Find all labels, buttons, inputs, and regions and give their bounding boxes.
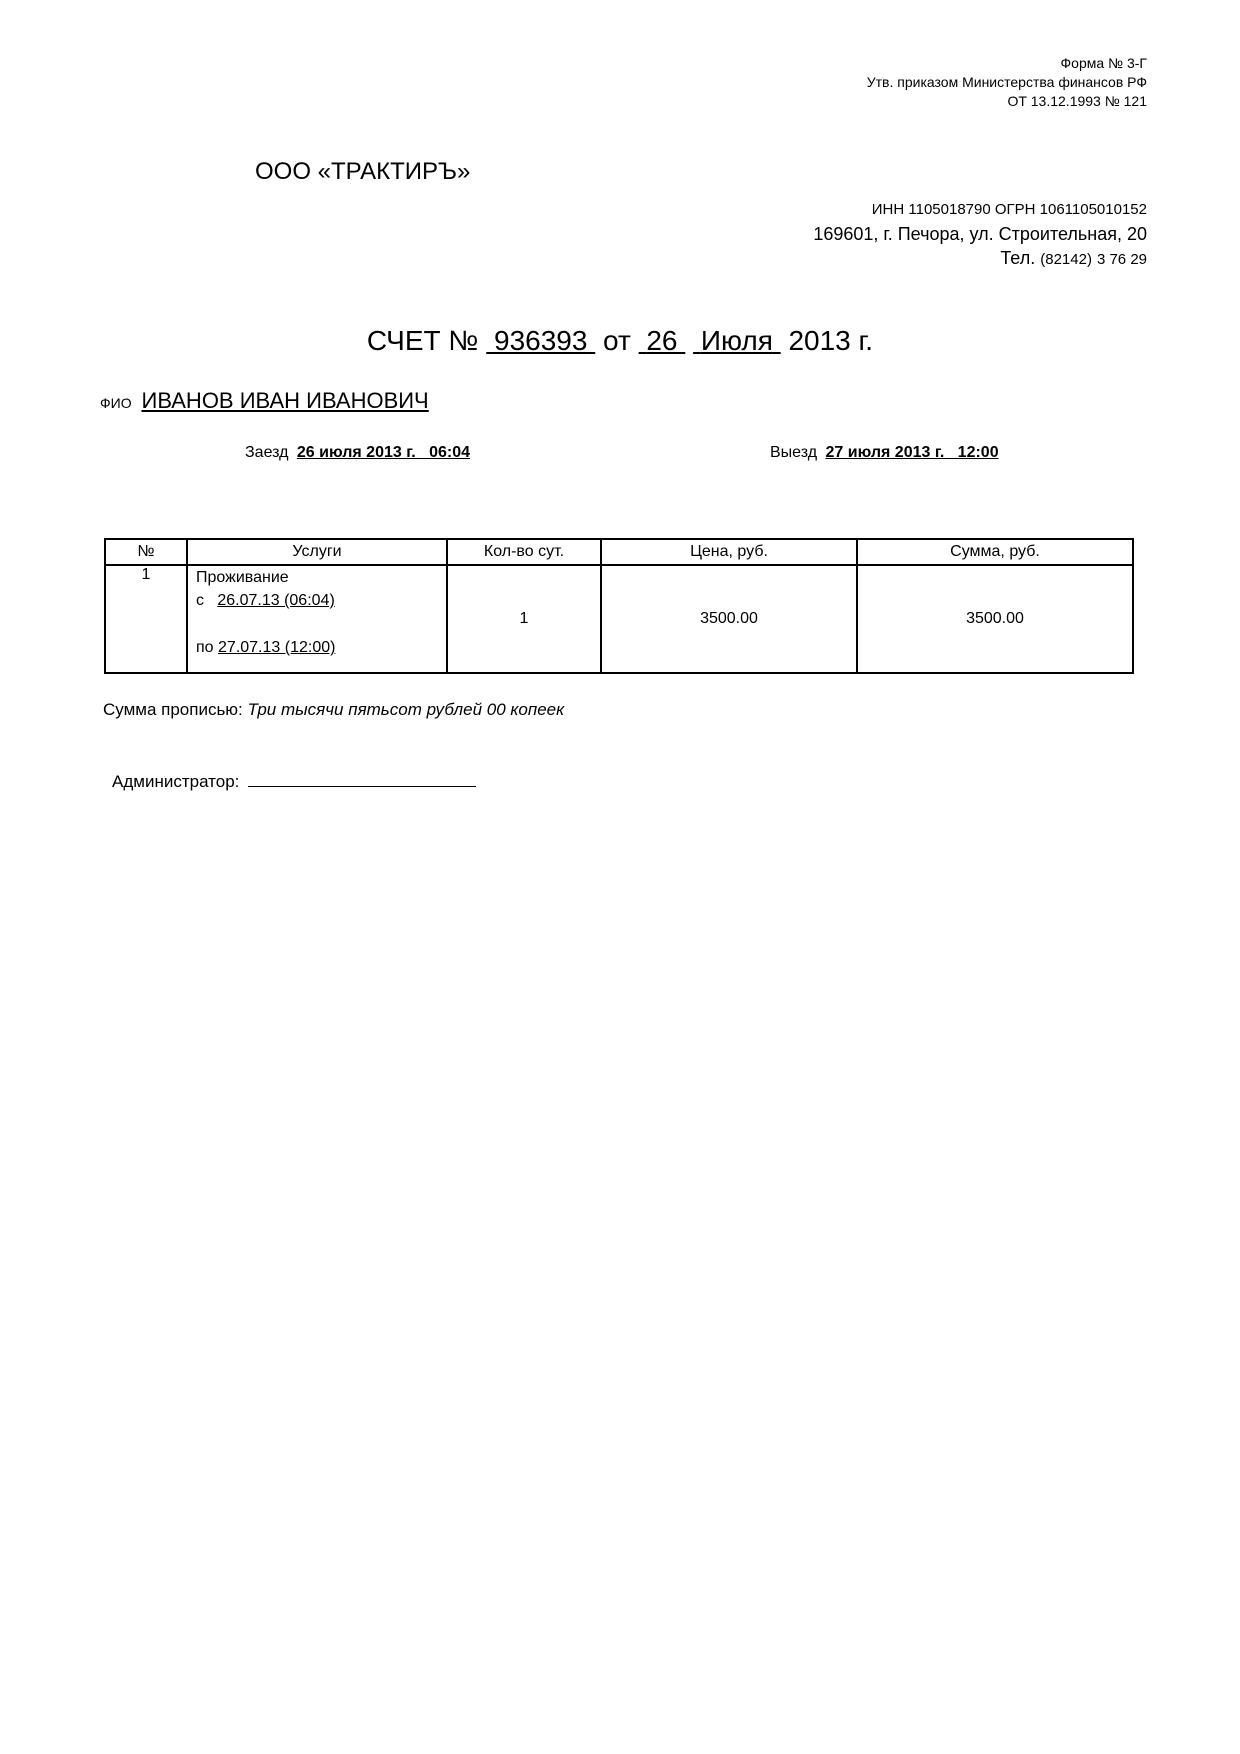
form-number: Форма № 3-Г (1060, 55, 1147, 71)
signature-line (248, 772, 476, 787)
table-header-row (105, 539, 1133, 565)
service-to: по 27.07.13 (12:00) (196, 639, 336, 656)
company-phone (813, 246, 1147, 272)
header-no: № (105, 539, 187, 565)
amount-in-words (103, 700, 564, 720)
form-approval-note (867, 54, 1147, 111)
row-service (187, 565, 447, 673)
row-sum: 3500.00 (857, 565, 1133, 673)
header-days: Кол-во сут. (447, 539, 601, 565)
table-row (105, 565, 1133, 673)
checkout (770, 444, 999, 462)
company-details (813, 198, 1147, 272)
form-approval-order: Утв. приказом Министерства финансов РФ (866, 74, 1147, 90)
header-price: Цена, руб. (601, 539, 857, 565)
service-from-value: 26.07.13 (06:04) (217, 592, 335, 609)
services-table (104, 538, 1134, 674)
checkin-value: 26 июля 2013 г. 06:04 (296, 444, 470, 461)
phone-label: Тел. (1000, 248, 1036, 268)
row-price: 3500.00 (601, 565, 857, 673)
company-address: 169601, г. Печора, ул. Строительная, 20 (813, 224, 1147, 244)
invoice-day: 26 (646, 325, 678, 356)
service-from: с 26.07.13 (06:04) (196, 592, 335, 609)
invoice-title (0, 325, 1240, 357)
company-name: ООО «ТРАКТИРЪ» (255, 158, 471, 185)
invoice-from-word: от (603, 325, 631, 356)
row-qty: 1 (447, 565, 601, 673)
invoice-title-prefix: СЧЕТ № (366, 325, 479, 356)
amount-words-value: Три тысячи пятьсот рублей 00 копеек (247, 700, 565, 719)
administrator-label: Администратор: (112, 772, 240, 791)
guest-fio (100, 388, 429, 414)
invoice-month: Июля (700, 325, 773, 356)
service-to-value: 27.07.13 (12:00) (218, 639, 336, 656)
checkin-label: Заезд (245, 444, 289, 461)
checkin (245, 444, 470, 462)
checkout-value: 27 июля 2013 г. 12:00 (825, 444, 999, 461)
form-approval-date: ОТ 13.12.1993 № 121 (1007, 93, 1147, 109)
phone-number: 3 76 29 (1096, 251, 1147, 268)
checkout-label: Выезд (770, 444, 818, 461)
header-services: Услуги (187, 539, 447, 565)
guest-name: ИВАНОВ ИВАН ИВАНОВИЧ (141, 388, 429, 413)
fio-label: ФИО (100, 395, 132, 411)
company-inn-ogrn: ИНН 1105018790 ОГРН 1061105010152 (871, 201, 1147, 218)
phone-code: (82142) (1040, 251, 1092, 268)
invoice-number: 936393 (494, 325, 588, 356)
amount-words-label: Сумма прописью: (103, 700, 243, 719)
administrator-signature (112, 772, 476, 792)
invoice-year: 2013 г. (788, 325, 874, 356)
service-name: Проживание (196, 569, 289, 586)
row-no: 1 (105, 565, 187, 673)
header-sum: Сумма, руб. (857, 539, 1133, 565)
